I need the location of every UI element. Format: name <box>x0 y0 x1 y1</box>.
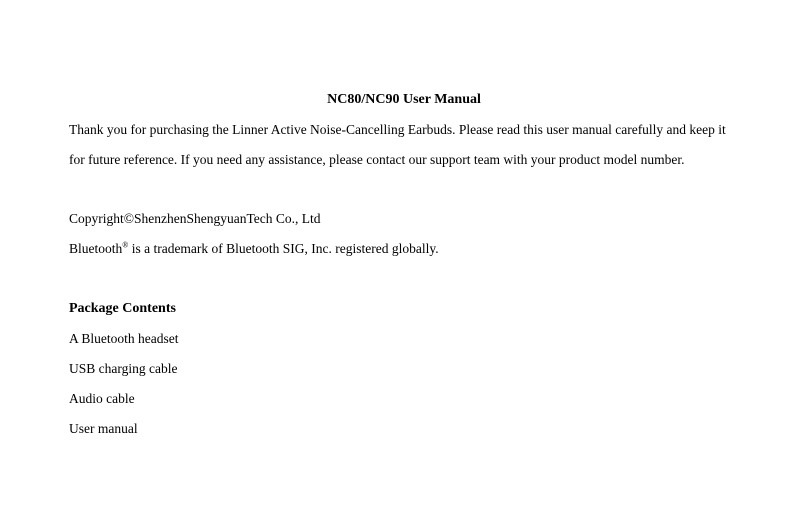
list-item: Audio cable <box>69 391 135 406</box>
page-title: NC80/NC90 User Manual <box>327 92 481 107</box>
trademark-brand: Bluetooth <box>69 241 123 256</box>
list-item: User manual <box>69 421 138 436</box>
copyright-notice: Copyright©ShenzhenShengyuanTech Co., Ltd <box>69 211 321 226</box>
intro-paragraph-line-1: Thank you for purchasing the Linner Active Noise-Cancelling Earbuds. Please read this user manual carefully and keep it <box>69 122 726 137</box>
registered-symbol: ® <box>122 240 129 250</box>
list-item: A Bluetooth headset <box>69 331 179 346</box>
trademark-text: is a trademark of Bluetooth SIG, Inc. registered globally. <box>128 241 439 256</box>
package-contents-heading: Package Contents <box>69 301 176 316</box>
intro-paragraph-line-2: for future reference. If you need any assistance, please contact our support team with your product model number. <box>69 152 685 167</box>
list-item: USB charging cable <box>69 361 178 376</box>
trademark-notice <box>69 241 439 257</box>
